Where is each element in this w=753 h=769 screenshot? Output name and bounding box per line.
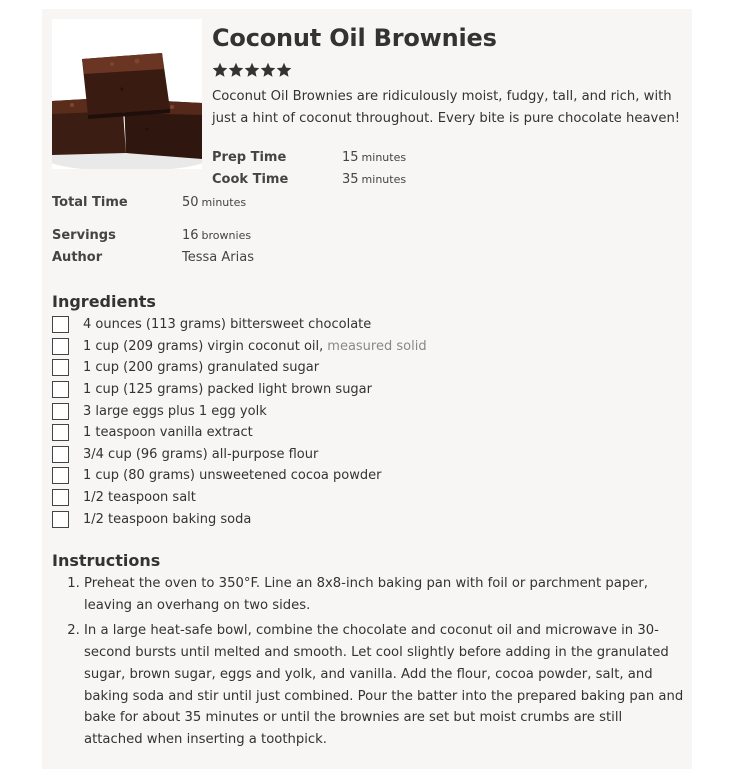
brownie-photo-illustration [52, 19, 202, 169]
author-value: Tessa Arias [182, 250, 254, 265]
cook-time-label: Cook Time [212, 172, 289, 187]
ingredients-heading: Ingredients [52, 292, 156, 311]
servings-label: Servings [52, 228, 116, 243]
star-icon[interactable] [276, 62, 292, 78]
ingredient-text: 1 cup (200 grams) granulated sugar [83, 360, 320, 376]
ingredient-text: 1 cup (125 grams) packed light brown sugar [83, 382, 372, 398]
ingredient-item [52, 379, 427, 401]
ingredient-item [52, 444, 427, 466]
ingredient-text: 1 cup (80 grams) unsweetened cocoa powder [83, 468, 382, 484]
ingredient-text: 1 cup (209 grams) virgin coconut oil, [83, 338, 324, 354]
ingredient-item [52, 508, 427, 530]
ingredient-checkbox[interactable] [52, 489, 69, 506]
instruction-step: 1. Preheat the oven to 350°F. Line an 8x8-inch baking pan with foil or parchment paper, leaving an overhang on two sides. [84, 573, 684, 616]
ingredient-item [52, 400, 427, 422]
ingredients-list [52, 314, 427, 530]
ingredient-text: 3 large eggs plus 1 egg yolk [83, 403, 267, 419]
recipe-summary: Coconut Oil Brownies are ridiculously moist, fudgy, tall, and rich, with just a hint of coconut throughout. Every bite is pure chocolate heaven! [212, 89, 681, 126]
total-time-value: 50 minutes [182, 195, 247, 210]
recipe-title: Coconut Oil Brownies [212, 24, 497, 52]
ingredient-item [52, 465, 427, 487]
prep-time-value: 15 minutes [342, 150, 407, 165]
ingredient-checkbox[interactable] [52, 467, 69, 484]
ingredient-checkbox[interactable] [52, 446, 69, 463]
ingredient-text: 4 ounces (113 grams) bittersweet chocolate [83, 317, 372, 333]
ingredient-checkbox[interactable] [52, 424, 69, 441]
star-icon[interactable] [212, 62, 228, 78]
instruction-step: 2. In a large heat-safe bowl, combine the chocolate and coconut oil and microwave in 30-second bursts until melted and smooth. Let cool slightly before adding in the granulated sugar, brown sugar, eggs and yolk, and vanilla. Add the flour, cocoa powder, salt, and baking soda and stir until just combined. Pour the batter into the prepared baking pan and bake for about 35 minutes or until the brownies are set but moist crumbs are still attached when inserting a toothpick. [84, 620, 684, 750]
servings-value[interactable]: 16 brownies [182, 228, 252, 243]
ingredient-item [52, 487, 427, 509]
ingredient-text: 1/2 teaspoon salt [83, 490, 196, 506]
ingredient-item [52, 336, 427, 358]
ingredient-text: 1/2 teaspoon baking soda [83, 511, 252, 527]
ingredient-text: 3/4 cup (96 grams) all-purpose flour [83, 446, 319, 462]
recipe-photo [52, 19, 202, 169]
ingredient-item [52, 357, 427, 379]
instructions-heading: Instructions [52, 551, 161, 570]
ingredient-note: measured solid [327, 338, 427, 354]
ingredient-checkbox[interactable] [52, 511, 69, 528]
star-icon[interactable] [228, 62, 244, 78]
cook-time-value: 35 minutes [342, 172, 407, 187]
instructions-list [52, 573, 684, 755]
star-icon[interactable] [260, 62, 276, 78]
total-time-label: Total Time [52, 195, 128, 210]
prep-time-label: Prep Time [212, 150, 287, 165]
star-icon[interactable] [244, 62, 260, 78]
ingredient-checkbox[interactable] [52, 403, 69, 420]
ingredient-text: 1 teaspoon vanilla extract [83, 425, 253, 441]
rating-stars[interactable] [212, 62, 292, 78]
ingredient-checkbox[interactable] [52, 359, 69, 376]
ingredient-checkbox[interactable] [52, 338, 69, 355]
ingredient-checkbox[interactable] [52, 316, 69, 333]
ingredient-item [52, 422, 427, 444]
ingredient-item [52, 314, 427, 336]
ingredient-checkbox[interactable] [52, 381, 69, 398]
author-label: Author [52, 250, 103, 265]
